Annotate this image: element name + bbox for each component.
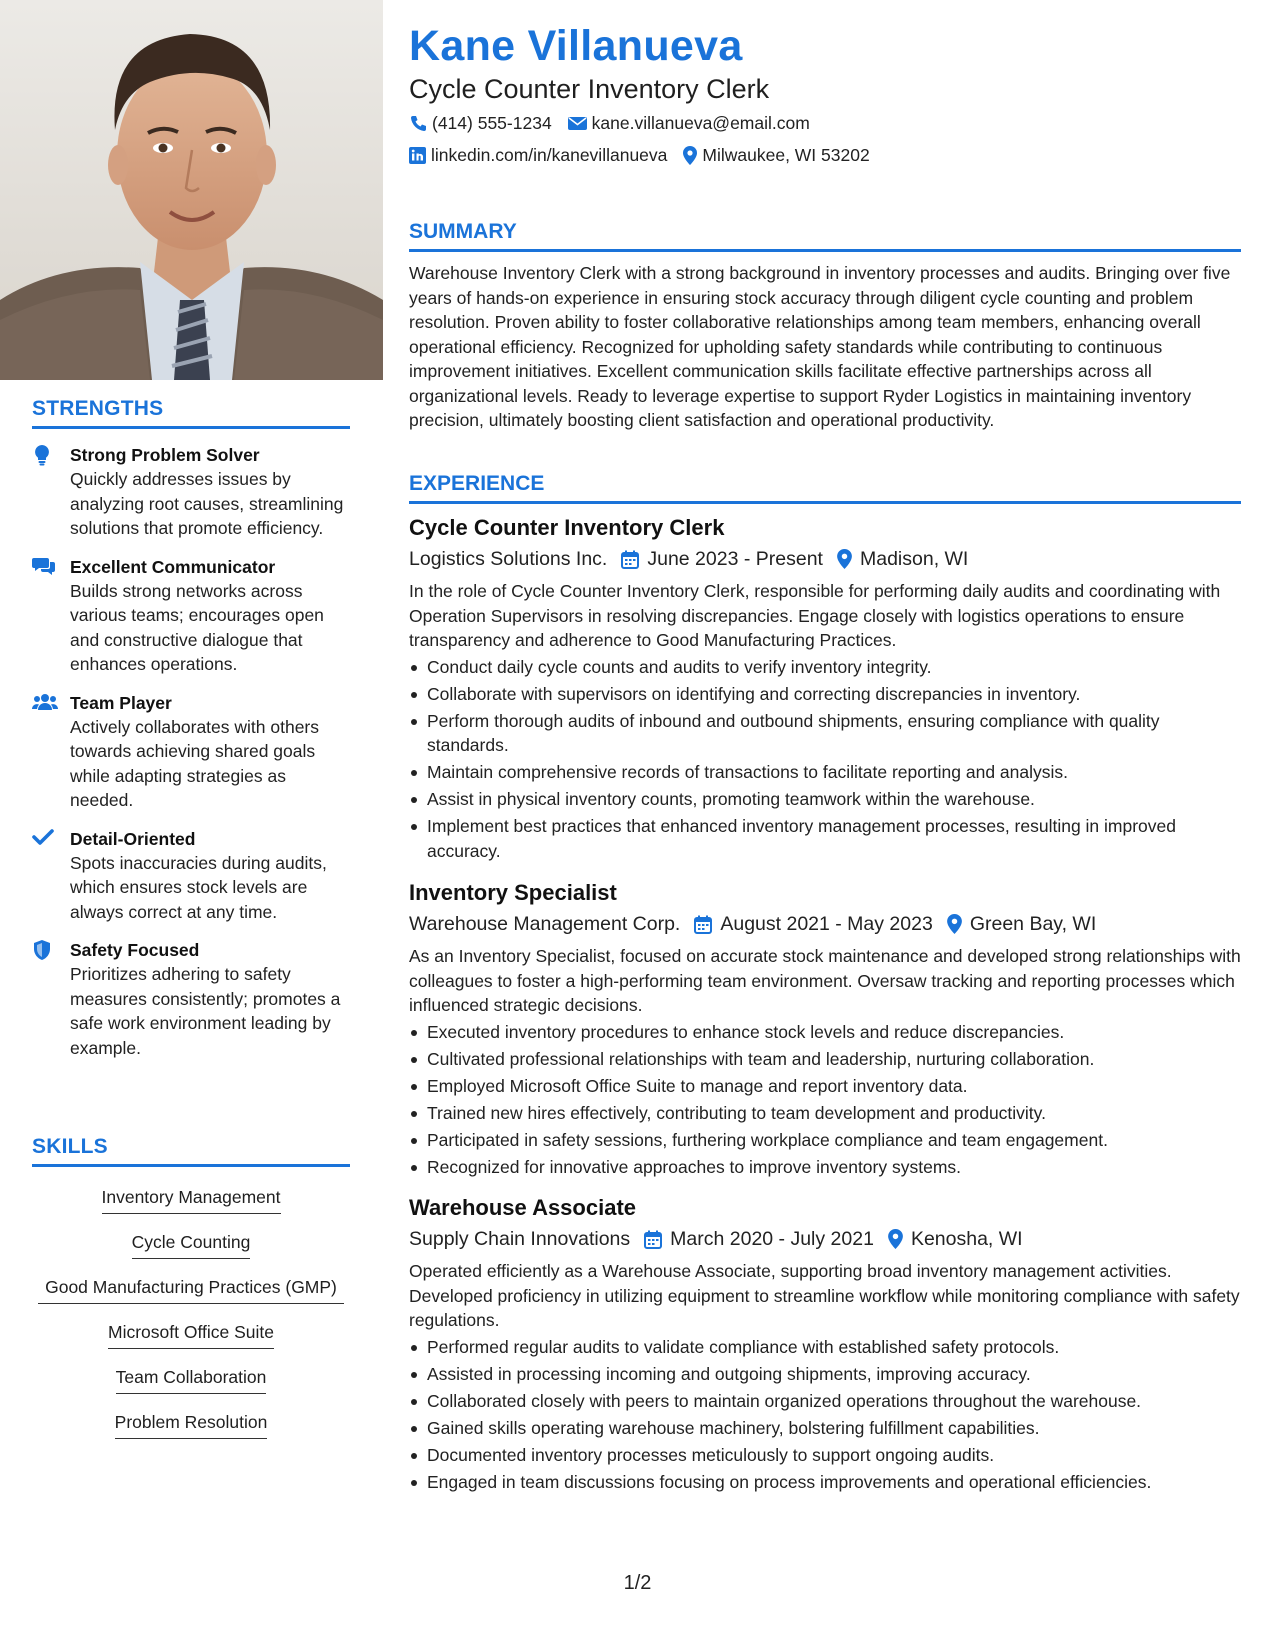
map-pin-icon — [947, 914, 962, 934]
strength-desc: Actively collaborates with others towards achieving shared goals while adapting strategies as needed. — [70, 716, 319, 810]
job-entry — [409, 878, 1241, 1182]
strength-title: Team Player — [70, 692, 172, 713]
job-location: Kenosha, WI — [910, 1228, 1023, 1250]
email-icon — [568, 116, 587, 131]
job-bullet: Perform thorough audits of inbound and outbound shipments, ensuring compliance with quality standards. — [427, 709, 1241, 758]
strength-item — [32, 443, 350, 541]
job-bullet: Collaborated closely with peers to maintain organized operations throughout the warehouse. — [427, 1389, 1241, 1414]
job-bullet: Maintain comprehensive records of transactions to facilitate reporting and analysis. — [427, 760, 1241, 785]
strength-desc: Prioritizes adhering to safety measures consistently; promotes a safe work environment leading by example. — [70, 964, 341, 1058]
candidate-role: Cycle Counter Inventory Clerk — [409, 74, 770, 104]
job-location: Madison, WI — [859, 548, 969, 570]
map-pin-icon — [888, 1229, 903, 1249]
linkedin-contact[interactable] — [409, 145, 667, 166]
strength-item — [32, 827, 350, 925]
job-bullets — [409, 1020, 1241, 1180]
email-contact[interactable] — [568, 113, 810, 134]
strength-title: Excellent Communicator — [70, 556, 276, 577]
summary-text: Warehouse Inventory Clerk with a strong background in inventory processes and audits. Bringing over five years of hands-on experience in ensuring stock accuracy through diligent cycle counting and problem resolution. Proven ability to foster collaborative relationships among team members, enhancing overall operational efficiency. Recognized for upholding safety standards while contributing to continuous improvement initiatives. Excellent communication skills facilitate effective partnerships across all organizational levels. Ready to leverage expertise to support Ryder Logistics in maintaining inventory precision, ultimately boosting client satisfaction and operational productivity. — [409, 263, 1231, 430]
skill-item: Good Manufacturing Practices (GMP) — [38, 1275, 344, 1304]
job-bullet: Employed Microsoft Office Suite to manage and report inventory data. — [427, 1074, 1241, 1099]
skill-item: Cycle Counting — [132, 1230, 251, 1259]
skill-item: Team Collaboration — [116, 1365, 267, 1394]
shield-icon — [32, 939, 56, 961]
phone-contact[interactable] — [409, 113, 552, 134]
strengths-title: STRENGTHS — [32, 397, 350, 429]
job-bullets — [409, 1335, 1241, 1495]
contact-row-1 — [409, 113, 826, 134]
job-bullet: Conduct daily cycle counts and audits to verify inventory integrity. — [427, 655, 1241, 680]
portrait-image — [0, 0, 383, 380]
job-bullet: Cultivated professional relationships with team and leadership, nurturing collaboration. — [427, 1047, 1241, 1072]
job-title: Warehouse Associate — [409, 1195, 637, 1220]
job-dates: August 2021 - May 2023 — [720, 913, 933, 935]
job-bullet: Documented inventory processes meticulously to support ongoing audits. — [427, 1443, 1241, 1468]
map-pin-icon — [837, 549, 852, 569]
candidate-name: Kane Villanueva — [409, 22, 743, 70]
strength-title: Detail-Oriented — [70, 828, 196, 849]
job-entry — [409, 513, 1241, 866]
sidebar — [0, 0, 383, 1650]
strength-item — [32, 691, 350, 813]
job-location: Green Bay, WI — [969, 913, 1097, 935]
skill-item: Problem Resolution — [115, 1410, 268, 1439]
profile-photo — [0, 0, 383, 380]
skills-list — [32, 1177, 350, 1447]
job-bullet: Performed regular audits to validate compliance with established safety protocols. — [427, 1335, 1241, 1360]
job-meta — [409, 909, 1241, 939]
strengths-section — [32, 397, 350, 1060]
phone-icon — [409, 115, 427, 133]
strength-desc: Quickly addresses issues by analyzing root causes, streamlining solutions that promote efficiency. — [70, 469, 344, 538]
calendar-icon — [644, 1230, 662, 1249]
job-bullet: Assisted in processing incoming and outgoing shipments, improving accuracy. — [427, 1362, 1241, 1387]
job-description: In the role of Cycle Counter Inventory Clerk, responsible for performing daily audits and coordinating with Operation Supervisors in resolving discrepancies. Engage closely with logistics operations to ensure transparency and adherence to Good Manufacturing Practices. — [409, 581, 1221, 650]
company-name: Logistics Solutions Inc. — [409, 548, 608, 570]
linkedin-text: linkedin.com/in/kanevillanueva — [431, 145, 668, 165]
strength-desc: Spots inaccuracies during audits, which ensures stock levels are always correct at any time. — [70, 852, 327, 922]
summary-title: SUMMARY — [409, 220, 1241, 252]
email-text: kane.villanueva@email.com — [591, 113, 810, 133]
chat-bubbles-icon — [32, 556, 56, 578]
map-pin-icon — [683, 146, 697, 165]
job-description: As an Inventory Specialist, focused on accurate stock maintenance and developed strong relationships with colleagues to foster a high-performing team environment. Oversaw tracking and reporting processes which influenced strategic decisions. — [409, 946, 1241, 1015]
job-bullet: Collaborate with supervisors on identifying and correcting discrepancies in inventory. — [427, 682, 1241, 707]
page-number: 1/2 — [623, 1572, 652, 1594]
job-dates: June 2023 - Present — [647, 548, 823, 570]
job-bullet: Participated in safety sessions, furthering workplace compliance and team engagement. — [427, 1128, 1241, 1153]
company-name: Warehouse Management Corp. — [409, 913, 681, 935]
job-entry — [409, 1193, 1241, 1497]
contact-row-2 — [409, 145, 886, 166]
strength-item — [32, 555, 350, 677]
strength-title: Strong Problem Solver — [70, 445, 260, 465]
skill-item: Microsoft Office Suite — [108, 1320, 274, 1349]
skill-item: Inventory Management — [102, 1185, 281, 1214]
users-icon — [32, 692, 56, 714]
strength-item — [32, 938, 350, 1060]
location-text: Milwaukee, WI 53202 — [702, 145, 870, 165]
company-name: Supply Chain Innovations — [409, 1228, 631, 1250]
job-dates: March 2020 - July 2021 — [670, 1228, 874, 1250]
job-bullet: Implement best practices that enhanced inventory management processes, resulting in improved accuracy. — [427, 814, 1241, 863]
job-bullet: Gained skills operating warehouse machinery, bolstering fulfillment capabilities. — [427, 1416, 1241, 1441]
job-meta — [409, 1224, 1241, 1254]
location-contact — [683, 145, 869, 166]
calendar-icon — [694, 915, 712, 934]
job-bullet: Assist in physical inventory counts, promoting teamwork within the warehouse. — [427, 787, 1241, 812]
experience-title: EXPERIENCE — [409, 472, 1241, 504]
job-bullets — [409, 655, 1241, 864]
lightbulb-icon — [32, 444, 56, 466]
calendar-icon — [621, 550, 639, 569]
job-description: Operated efficiently as a Warehouse Associate, supporting broad inventory management activities. Developed proficiency in utilizing equipment to streamline workflow while monitoring compliance with safety regulations. — [409, 1261, 1240, 1330]
job-bullet: Recognized for innovative approaches to improve inventory systems. — [427, 1155, 1241, 1180]
job-title: Cycle Counter Inventory Clerk — [409, 515, 725, 540]
job-meta — [409, 544, 1241, 574]
job-bullet: Engaged in team discussions focusing on process improvements and operational efficiencies. — [427, 1470, 1241, 1495]
linkedin-icon — [409, 147, 426, 164]
phone-text: (414) 555-1234 — [432, 113, 552, 133]
checkmark-icon — [32, 828, 56, 850]
skills-title: SKILLS — [32, 1135, 350, 1167]
strength-title: Safety Focused — [70, 940, 200, 960]
skills-section — [32, 1135, 350, 1447]
strength-desc: Builds strong networks across various teams; encourages open and constructive dialogue that enhances operations. — [70, 580, 324, 674]
job-title: Inventory Specialist — [409, 880, 617, 905]
job-bullet: Trained new hires effectively, contributing to team development and productivity. — [427, 1101, 1241, 1126]
job-bullet: Executed inventory procedures to enhance stock levels and reduce discrepancies. — [427, 1020, 1241, 1045]
